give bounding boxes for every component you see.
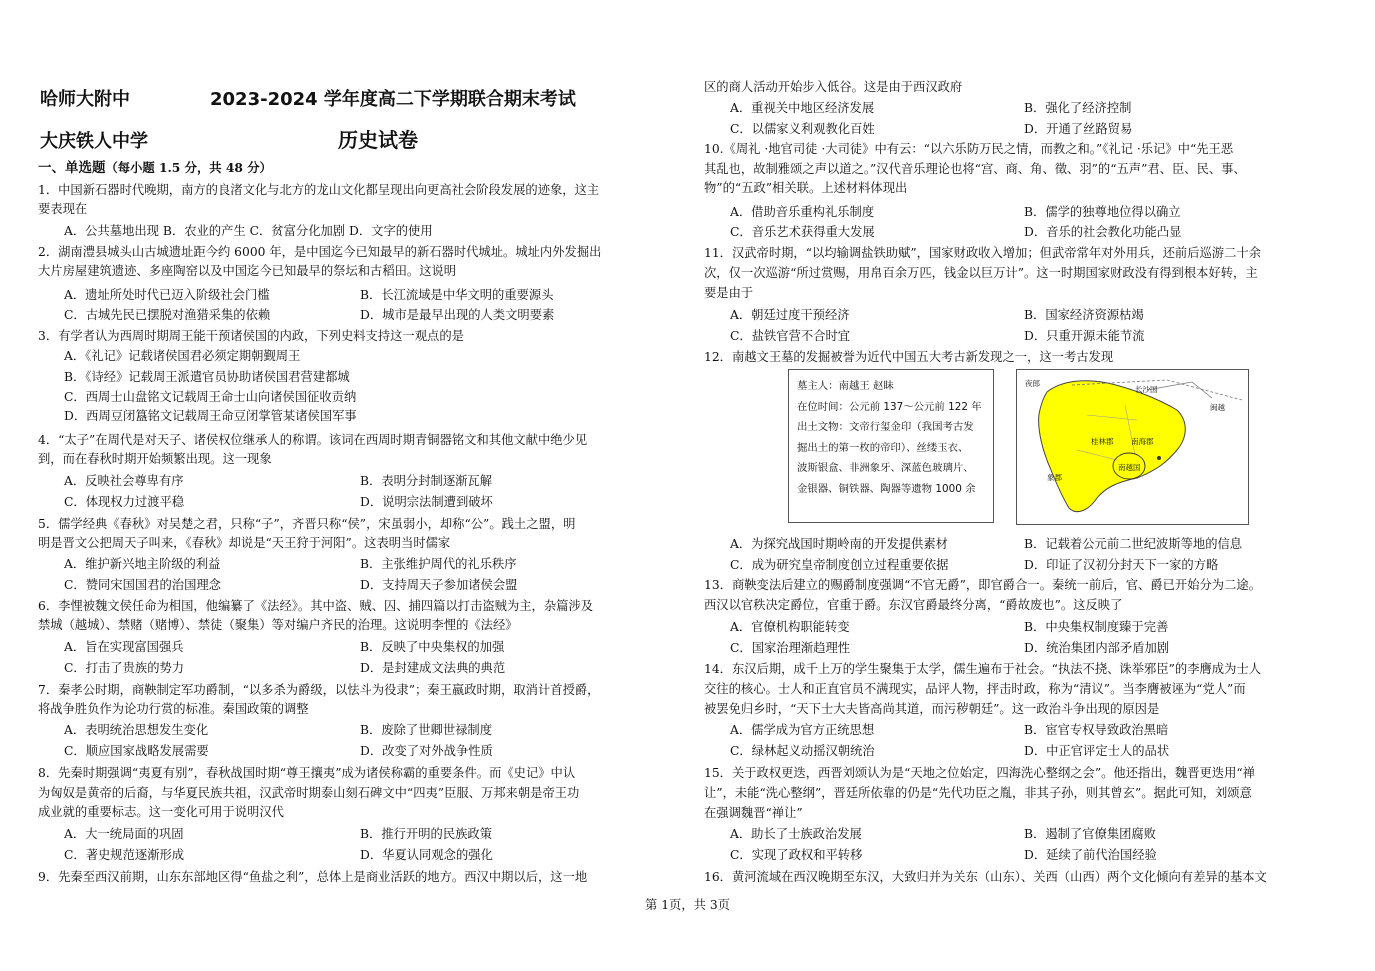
page-footer: 第 1页，共 3页 [645, 898, 730, 912]
text-line: B．国家经济资源枯竭 [1024, 308, 1144, 322]
exam-title: 2023-2024 学年度高二下学期联合期末考试 [210, 89, 576, 110]
nanyue-map [1016, 369, 1249, 525]
text-line: 要是由于 [704, 286, 754, 300]
text-line: B．儒学的独尊地位得以确立 [1024, 205, 1181, 219]
text-line: 10.《周礼 ·地官司徒 ·大司徒》中有云：“以六乐防万民之情，而教之和。”《礼记 ·乐记》中“先王恶 [704, 142, 1234, 156]
text-line: B．推行开明的民族政策 [360, 827, 493, 841]
text-line: 明是晋文公把周天子叫来，《春秋》却说是“天王狩于河阳”。这表明当时儒家 [38, 536, 451, 550]
text-line: 5．儒学经典《春秋》对吴楚之君，只称“子”，齐晋只称“侯”，宋虽弱小，却称“公”。践土之盟，明 [38, 517, 576, 531]
map-label-nanhai: 南海郡 [1131, 437, 1154, 446]
text-line: C．国家治理渐趋理性 [730, 641, 851, 655]
text-line: C．绿林起义动摇汉朝统治 [730, 744, 875, 758]
text-line: A．维护新兴地主阶级的利益 [64, 557, 221, 571]
section-heading [38, 160, 272, 176]
text-line: A．旨在实现富国强兵 [64, 640, 184, 654]
text-line: A．为探究战国时期岭南的开发提供素材 [730, 537, 948, 551]
text-line: C．以儒家义利观教化百姓 [730, 122, 875, 136]
tomb-line: 掘出土的第一枚的帝印）、丝缕玉衣、 [797, 441, 969, 454]
text-line: D．是封建成文法典的典范 [360, 661, 506, 675]
text-line: 其乱也，故制雅颂之声以道之。”汉代音乐理论也将“宫、商、角、徵、羽”的“五声”君、臣、民、事、 [704, 162, 1246, 176]
text-line: C．西周士山盘铭文记载周王命士山向诸侯国征收贡纳 [64, 390, 357, 404]
map-label-xiang: 象郡 [1047, 473, 1062, 482]
text-line: 14．东汉后期，成千上万的学生聚集于太学，儒生遍布于社会。“执法不挠、诛举邪臣”的李膺成为士人 [704, 662, 1261, 676]
text-line: A．公共墓地出现 B．农业的产生 C．贫富分化加剧 D．文字的使用 [64, 224, 433, 238]
text-line: 将战争胜负作为论功行赏的标准。秦国政策的调整 [38, 702, 309, 716]
text-line: 3．有学者认为西周时期周王能干预诸侯国的内政，下列史料支持这一观点的是 [38, 329, 464, 343]
tomb-line: 出土文物：文帝行玺金印（我国考古发 [797, 421, 974, 434]
tomb-line: 墓主人：南越王 赵眛 [797, 380, 894, 392]
text-line: A．朝廷过度干预经济 [730, 308, 850, 322]
text-line: 要表现在 [38, 202, 88, 216]
text-line: A．遗址所处时代已迈入阶级社会门槛 [64, 288, 270, 302]
map-label-minyue: 闽越 [1210, 403, 1225, 412]
text-line: A．反映社会尊卑有序 [64, 474, 184, 488]
text-line: 次，仅一次巡游“所过赏赐，用帛百余万匹，钱金以巨万计”。这一时期国家财政没有得到根本好转，主 [704, 266, 1258, 280]
text-line: C．成为研究皇帝制度创立过程重要依据 [730, 558, 949, 572]
text-line: 西汉以官秩决定爵位，官重于爵。东汉官爵最终分离，“爵故废也”。这反映了 [704, 598, 1123, 612]
text-line: C．著史规范逐渐形成 [64, 848, 185, 862]
text-line: 大片房屋建筑遗迹、多座陶窑以及中国迄今已知最早的祭坛和古稻田。这说明 [38, 264, 457, 278]
text-line: D．开通了丝路贸易 [1024, 122, 1133, 136]
text-line: 9．先秦至西汉前期，山东东部地区得“鱼盐之利”，总体上是商业活跃的地方。西汉中期以后，这一地 [38, 870, 588, 884]
text-line: 7．秦孝公时期，商鞅制定军功爵制，“以多杀为爵级，以怯斗为役隶”；秦王嬴政时期，取消计首授爵， [38, 683, 600, 697]
text-line: A．儒学成为官方正统思想 [730, 723, 875, 737]
text-line: A．大一统局面的巩固 [64, 827, 184, 841]
text-line: 2．湖南澧县城头山古城遗址距今约 6000 年，是中国迄今已知最早的新石器时代城址。城址内外发掘出 [38, 245, 602, 259]
text-line: D．西周豆闭簋铭文记载周王命豆闭掌管某诸侯国军事 [64, 409, 357, 423]
text-line: B．长江流域是中华文明的重要源头 [360, 288, 554, 302]
map-label-yelang: 夜郎 [1025, 379, 1040, 388]
text-line: 11．汉武帝时期，“以均输调盐铁助赋”，国家财政收入增加；但武帝常年对外用兵，还前后巡游二十余 [704, 246, 1261, 260]
text-line: 交往的核心。士人和正直官员不满现实，品评人物，抨击时政，称为“清议”。当李膺被诬为“党人”而 [704, 682, 1246, 696]
section-title: 一、单选题 [38, 160, 106, 176]
text-line: A．表明统治思想发生变化 [64, 723, 209, 737]
text-line: A．《礼记》记载诸侯国君必须定期朝觐周王 [64, 349, 301, 363]
text-line: C．盐铁官营不合时宜 [730, 329, 851, 343]
text-line: 4．“太子”在周代是对天子、诸侯权位继承人的称谓。该词在西周时期青铜器铭文和其他文献中绝少见 [38, 433, 588, 447]
text-line: D．改变了对外战争性质 [360, 744, 493, 758]
text-line: B．强化了经济控制 [1024, 101, 1132, 115]
text-line: C．打击了贵族的势力 [64, 661, 185, 675]
tomb-line: 金银器、铜铁器、陶器等遗物 1000 余 [797, 482, 976, 495]
section-note: （每小题 1.5 分，共 48 分） [105, 160, 272, 175]
text-line: 15．关于政权更迭，西晋刘颂认为是“天地之位始定，四海洗心整纲之会”。他还指出，魏晋更迭用“禅 [704, 766, 1255, 780]
school-name-1: 哈师大附中 [40, 89, 130, 110]
text-line: C．赞同宋国国君的治国理念 [64, 578, 221, 592]
text-line: B．废除了世卿世禄制度 [360, 723, 493, 737]
school-name-2: 大庆铁人中学 [40, 131, 148, 152]
text-line: B．表明分封制逐渐瓦解 [360, 474, 493, 488]
text-line: 13．商鞅变法后建立的赐爵制度强调“不官无爵”，即官爵合一。秦统一前后，官、爵已开始分为二途。 [704, 578, 1261, 592]
text-line: B．中央集权制度臻于完善 [1024, 620, 1169, 634]
text-line: C．体现权力过渡平稳 [64, 495, 185, 509]
text-line: 在强调魏晋“禅让” [704, 806, 803, 820]
text-line: 8．先秦时期强调“夷夏有别”，春秋战国时期“尊王攘夷”成为诸侯称霸的重要条件。而《史记》中认 [38, 766, 576, 780]
map-label-guilin: 桂林郡 [1091, 437, 1114, 446]
tomb-line: 波斯银盒、非洲象牙、深蓝色玻璃片、 [797, 462, 974, 475]
tomb-info-box [788, 369, 994, 523]
text-line: 禁城（越城）、禁赌（赌博）、禁徒（聚集）等对编户齐民的治理。这说明李悝的《法经》 [38, 618, 518, 632]
text-line: A．重视关中地区经济发展 [730, 101, 875, 115]
text-line: 16．黄河流域在西汉晚期至东汉，大致归并为关东（山东）、关西（山西）两个文化倾向有差异的基本文 [704, 870, 1267, 884]
text-line: C．音乐艺术获得重大发展 [730, 225, 875, 239]
map-label-changsha: 长沙国 [1135, 385, 1158, 394]
text-line: B．《诗经》记载周王派遣官员协助诸侯国君营建都城 [64, 370, 350, 384]
text-line: D．城市是最早出现的人类文明要素 [360, 308, 555, 322]
text-line: B．宦官专权导致政治黑暗 [1024, 723, 1169, 737]
text-line: D．说明宗法制遭到破坏 [360, 495, 493, 509]
text-line: 被罢免归乡时，“天下士大夫皆高尚其道，而污秽朝廷”。这一政治斗争出现的原因是 [704, 702, 1160, 716]
tomb-line: 在位时间：公元前 137～公元前 122 年 [797, 400, 982, 413]
text-line: C．顺应国家战略发展需要 [64, 744, 209, 758]
text-line: 12．南越文王墓的发掘被誉为近代中国五大考古新发现之一，这一考古发现 [704, 350, 1114, 364]
text-line: B．反映了中央集权的加强 [360, 640, 505, 654]
text-line: A．官僚机构职能转变 [730, 620, 850, 634]
text-line: D．印证了汉初分封天下一家的方略 [1024, 558, 1219, 572]
text-line: 物”的“五政”相关联。上述材料体现出 [704, 181, 908, 195]
text-line: 1．中国新石器时代晚期，南方的良渚文化与北方的龙山文化都呈现出向更高社会阶段发展的迹象，这主 [38, 183, 600, 197]
text-line: 6．李悝被魏文侯任命为相国，他编纂了《法经》。其中盗、贼、囚、捕四篇以打击盗贼为主，杂篇涉及 [38, 599, 594, 613]
map-label-nanyue: 南越国 [1118, 463, 1141, 472]
text-line: 为匈奴是黄帝的后裔，与华夏民族共祖，汉武帝时期泰山刻石碑文中“四夷”臣服、万邦来朝是帝王功 [38, 786, 580, 800]
text-line: B．遏制了官僚集团腐败 [1024, 827, 1157, 841]
subject-title: 历史试卷 [338, 128, 418, 152]
text-line: 成业就的重要标志。这一变化可用于说明汉代 [38, 805, 284, 819]
text-line: D．音乐的社会教化功能凸显 [1024, 225, 1182, 239]
text-line: C．实现了政权和平转移 [730, 848, 863, 862]
text-line: 区的商人活动开始步入低谷。这是由于西汉政府 [704, 80, 963, 94]
text-line: B．记载着公元前二世纪波斯等地的信息 [1024, 537, 1243, 551]
text-line: D．中正官评定士人的品状 [1024, 744, 1170, 758]
text-line: D．只重开源未能节流 [1024, 329, 1145, 343]
text-line: D．统治集团内部矛盾加剧 [1024, 641, 1170, 655]
text-line: D．延续了前代治国经验 [1024, 848, 1157, 862]
text-line: A．助长了士族政治发展 [730, 827, 862, 841]
text-line: A．借助音乐重构礼乐制度 [730, 205, 875, 219]
text-line: 到，而在春秋时期开始频繁出现。这一现象 [38, 452, 272, 466]
text-line: D．华夏认同观念的强化 [360, 848, 493, 862]
text-line: 让”，未能“洗心整纲”，晋廷所依靠的仍是“先代功臣之胤，非其子孙，则其曾玄”。据此可知，刘颂意 [704, 786, 1252, 800]
text-line: C．古城先民已摆脱对渔猎采集的依赖 [64, 308, 271, 322]
text-line: B．主张维护周代的礼乐秩序 [360, 557, 517, 571]
text-line: D．支持周天子参加诸侯会盟 [360, 578, 518, 592]
